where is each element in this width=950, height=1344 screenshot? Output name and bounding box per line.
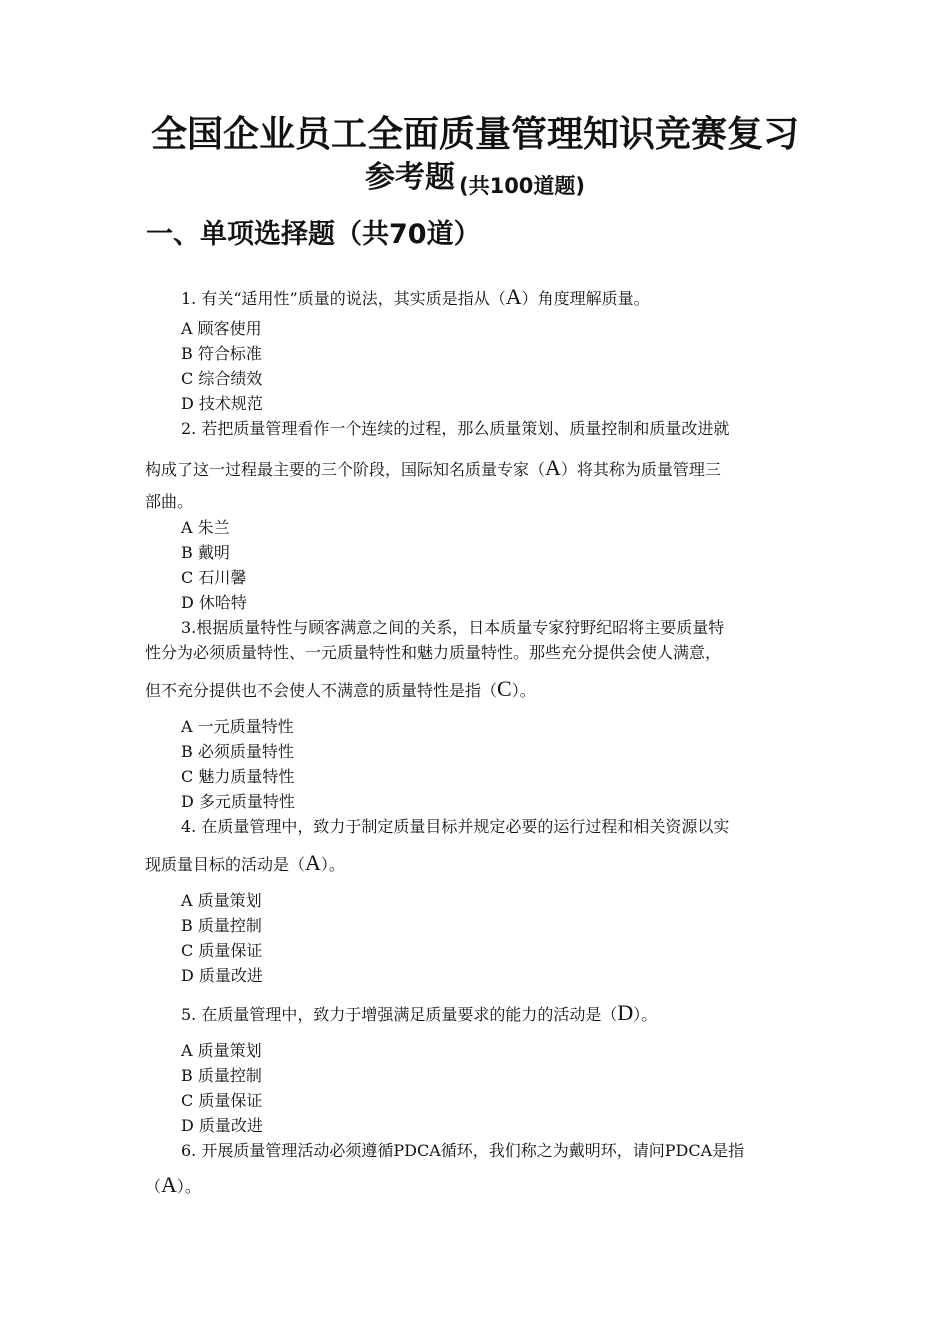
question-5: 5. 在质量管理中，致力于增强满足质量要求的能力的活动是（D）。 [181, 1000, 658, 1025]
option-q3-d: D 多元质量特性 [181, 792, 295, 811]
option-q4-a: A 质量策划 [181, 891, 262, 910]
answer-q3: C [497, 676, 512, 701]
option-q5-b: B 质量控制 [181, 1066, 262, 1085]
question-2-line2: 构成了这一过程最主要的三个阶段，国际知名质量专家（A）将其称为质量管理三 [145, 455, 721, 480]
option-q1-d: D 技术规范 [181, 394, 263, 413]
option-q4-b: B 质量控制 [181, 916, 262, 935]
option-q1-c: C 综合绩效 [181, 369, 263, 388]
option-q4-c: C 质量保证 [181, 941, 263, 960]
answer-q5: D [617, 1000, 634, 1025]
option-q3-b: B 必须质量特性 [181, 742, 294, 761]
title-note: (共100道题) [458, 174, 586, 198]
answer-q4: A [305, 850, 321, 875]
question-4-line1: 4. 在质量管理中，致力于制定质量目标并规定必要的运行过程和相关资源以实 [181, 817, 730, 836]
document-title-line1: 全国企业员工全面质量管理知识竞赛复习 [150, 114, 799, 155]
question-3-line2: 性分为必须质量特性、一元质量特性和魅力质量特性。那些充分提供会使人满意， [145, 643, 722, 662]
question-3-line3: 但不充分提供也不会使人不满意的质量特性是指（C）。 [145, 676, 536, 701]
question-6-line2: （A）。 [145, 1172, 201, 1197]
answer-q6: A [161, 1172, 177, 1197]
option-q4-d: D 质量改进 [181, 966, 263, 985]
question-6-line1: 6. 开展质量管理活动必须遵循PDCA循环，我们称之为戴明环，请问PDCA是指 [181, 1141, 745, 1160]
answer-q2: A [545, 455, 561, 480]
title-main: 参考题 [364, 160, 455, 195]
option-q2-b: B 戴明 [181, 543, 230, 562]
option-q5-c: C 质量保证 [181, 1091, 263, 1110]
option-q5-a: A 质量策划 [181, 1041, 262, 1060]
question-4-line2: 现质量目标的活动是（A）。 [145, 850, 345, 875]
answer-q1: A [505, 284, 522, 309]
option-q3-a: A 一元质量特性 [181, 717, 294, 736]
section-heading: 一、单项选择题（共70道） [146, 219, 481, 250]
question-2-line1: 2. 若把质量管理看作一个连续的过程，那么质量策划、质量控制和质量改进就 [181, 419, 730, 438]
option-q1-a: A 顾客使用 [181, 319, 262, 338]
option-q5-d: D 质量改进 [181, 1116, 263, 1135]
document-title-line2 [0, 152, 950, 196]
option-q2-c: C 石川馨 [181, 568, 247, 587]
option-q2-d: D 休哈特 [181, 593, 247, 612]
question-3-line1: 3.根据质量特性与顾客满意之间的关系，日本质量专家狩野纪昭将主要质量特 [181, 618, 725, 637]
option-q3-c: C 魅力质量特性 [181, 767, 295, 786]
option-q2-a: A 朱兰 [181, 518, 230, 537]
question-2-line3: 部曲。 [145, 492, 194, 511]
question-1: 1. 有关“适用性”质量的说法，其实质是指从（A）角度理解质量。 [181, 284, 650, 309]
option-q1-b: B 符合标准 [181, 344, 262, 363]
